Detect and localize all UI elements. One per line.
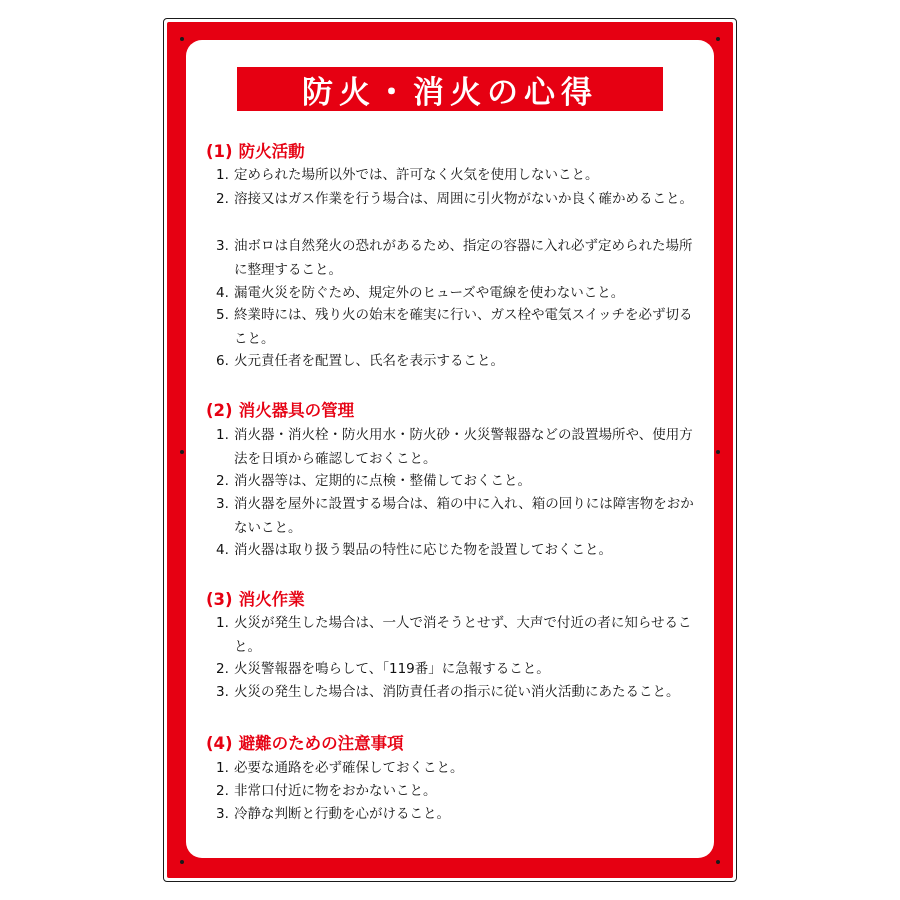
screw-hole-icon bbox=[180, 37, 184, 41]
section-title: 避難のための注意事項 bbox=[238, 734, 404, 753]
section-heading bbox=[206, 138, 305, 162]
list-item bbox=[216, 188, 704, 212]
item-number: 2. bbox=[216, 783, 229, 799]
section-number: (4) bbox=[206, 734, 233, 753]
list-item bbox=[216, 493, 704, 540]
item-number: 2. bbox=[216, 191, 229, 207]
item-text: 火災の発生した場合は、消防責任者の指示に従い消火活動にあたること。 bbox=[234, 684, 680, 700]
screw-hole-icon bbox=[180, 860, 184, 864]
list-item bbox=[216, 164, 704, 188]
item-text: 火災が発生した場合は、一人で消そうとせず、大声で付近の者に知らせること。 bbox=[234, 615, 692, 655]
page-title: 防火・消火の心得 bbox=[302, 74, 598, 111]
list-item bbox=[216, 757, 704, 781]
item-text: 必要な通路を必ず確保しておくこと。 bbox=[234, 760, 464, 776]
item-text: 火災警報器を鳴らして、「119番」に急報すること。 bbox=[234, 661, 550, 677]
list-item bbox=[216, 681, 704, 705]
item-text: 消火器等は、定期的に点検・整備しておくこと。 bbox=[234, 473, 531, 489]
item-text: 定められた場所以外では、許可なく火気を使用しないこと。 bbox=[234, 167, 599, 183]
screw-hole-icon bbox=[716, 37, 720, 41]
list-item bbox=[216, 539, 704, 563]
section-heading bbox=[206, 586, 305, 610]
list-item bbox=[216, 282, 704, 306]
list-item bbox=[216, 612, 704, 659]
item-number: 3. bbox=[216, 496, 229, 512]
item-number: 3. bbox=[216, 684, 229, 700]
list-item bbox=[216, 470, 704, 494]
item-text: 火元責任者を配置し、氏名を表示すること。 bbox=[234, 353, 504, 369]
section-title: 消火器具の管理 bbox=[238, 401, 355, 420]
item-text: 非常口付近に物をおかないこと。 bbox=[234, 783, 437, 799]
list-item bbox=[216, 803, 704, 827]
item-number: 3. bbox=[216, 238, 229, 254]
list-item bbox=[216, 304, 704, 351]
section-number: (2) bbox=[206, 401, 233, 420]
section-title: 防火活動 bbox=[238, 142, 305, 161]
item-text: 冷静な判断と行動を心がけること。 bbox=[234, 806, 450, 822]
item-number: 3. bbox=[216, 806, 229, 822]
item-number: 5. bbox=[216, 307, 229, 323]
section-number: (3) bbox=[206, 590, 233, 609]
screw-hole-icon bbox=[180, 450, 184, 454]
section-heading bbox=[206, 730, 404, 754]
screw-hole-icon bbox=[716, 860, 720, 864]
item-number: 1. bbox=[216, 427, 229, 443]
item-number: 4. bbox=[216, 542, 229, 558]
section-title: 消火作業 bbox=[238, 590, 305, 609]
section-heading bbox=[206, 397, 354, 421]
item-number: 1. bbox=[216, 760, 229, 776]
item-text: 消火器を屋外に設置する場合は、箱の中に入れ、箱の回りには障害物をおかないこと。 bbox=[234, 496, 694, 536]
list-item bbox=[216, 424, 704, 471]
item-number: 2. bbox=[216, 661, 229, 677]
item-number: 6. bbox=[216, 353, 229, 369]
item-number: 1. bbox=[216, 615, 229, 631]
item-text: 消火器は取り扱う製品の特性に応じた物を設置しておくこと。 bbox=[234, 542, 612, 558]
item-number: 2. bbox=[216, 473, 229, 489]
item-number: 4. bbox=[216, 285, 229, 301]
item-text: 油ボロは自然発火の恐れがあるため、指定の容器に入れ必ず定められた場所に整理すること。 bbox=[234, 238, 693, 278]
item-text: 溶接又はガス作業を行う場合は、周囲に引火物がないか良く確かめること。 bbox=[234, 191, 693, 207]
item-text: 終業時には、残り火の始末を確実に行い、ガス栓や電気スイッチを必ず切ること。 bbox=[234, 307, 693, 347]
list-item bbox=[216, 235, 704, 282]
item-text: 漏電火災を防ぐため、規定外のヒューズや電線を使わないこと。 bbox=[234, 285, 625, 301]
list-item bbox=[216, 350, 704, 374]
list-item bbox=[216, 658, 704, 682]
item-text: 消火器・消火栓・防火用水・防火砂・火災警報器などの設置場所や、使用方法を日頃から確認しておくこと。 bbox=[234, 427, 693, 467]
item-number: 1. bbox=[216, 167, 229, 183]
screw-hole-icon bbox=[716, 450, 720, 454]
list-item bbox=[216, 780, 704, 804]
title-banner bbox=[237, 67, 663, 111]
section-number: (1) bbox=[206, 142, 233, 161]
